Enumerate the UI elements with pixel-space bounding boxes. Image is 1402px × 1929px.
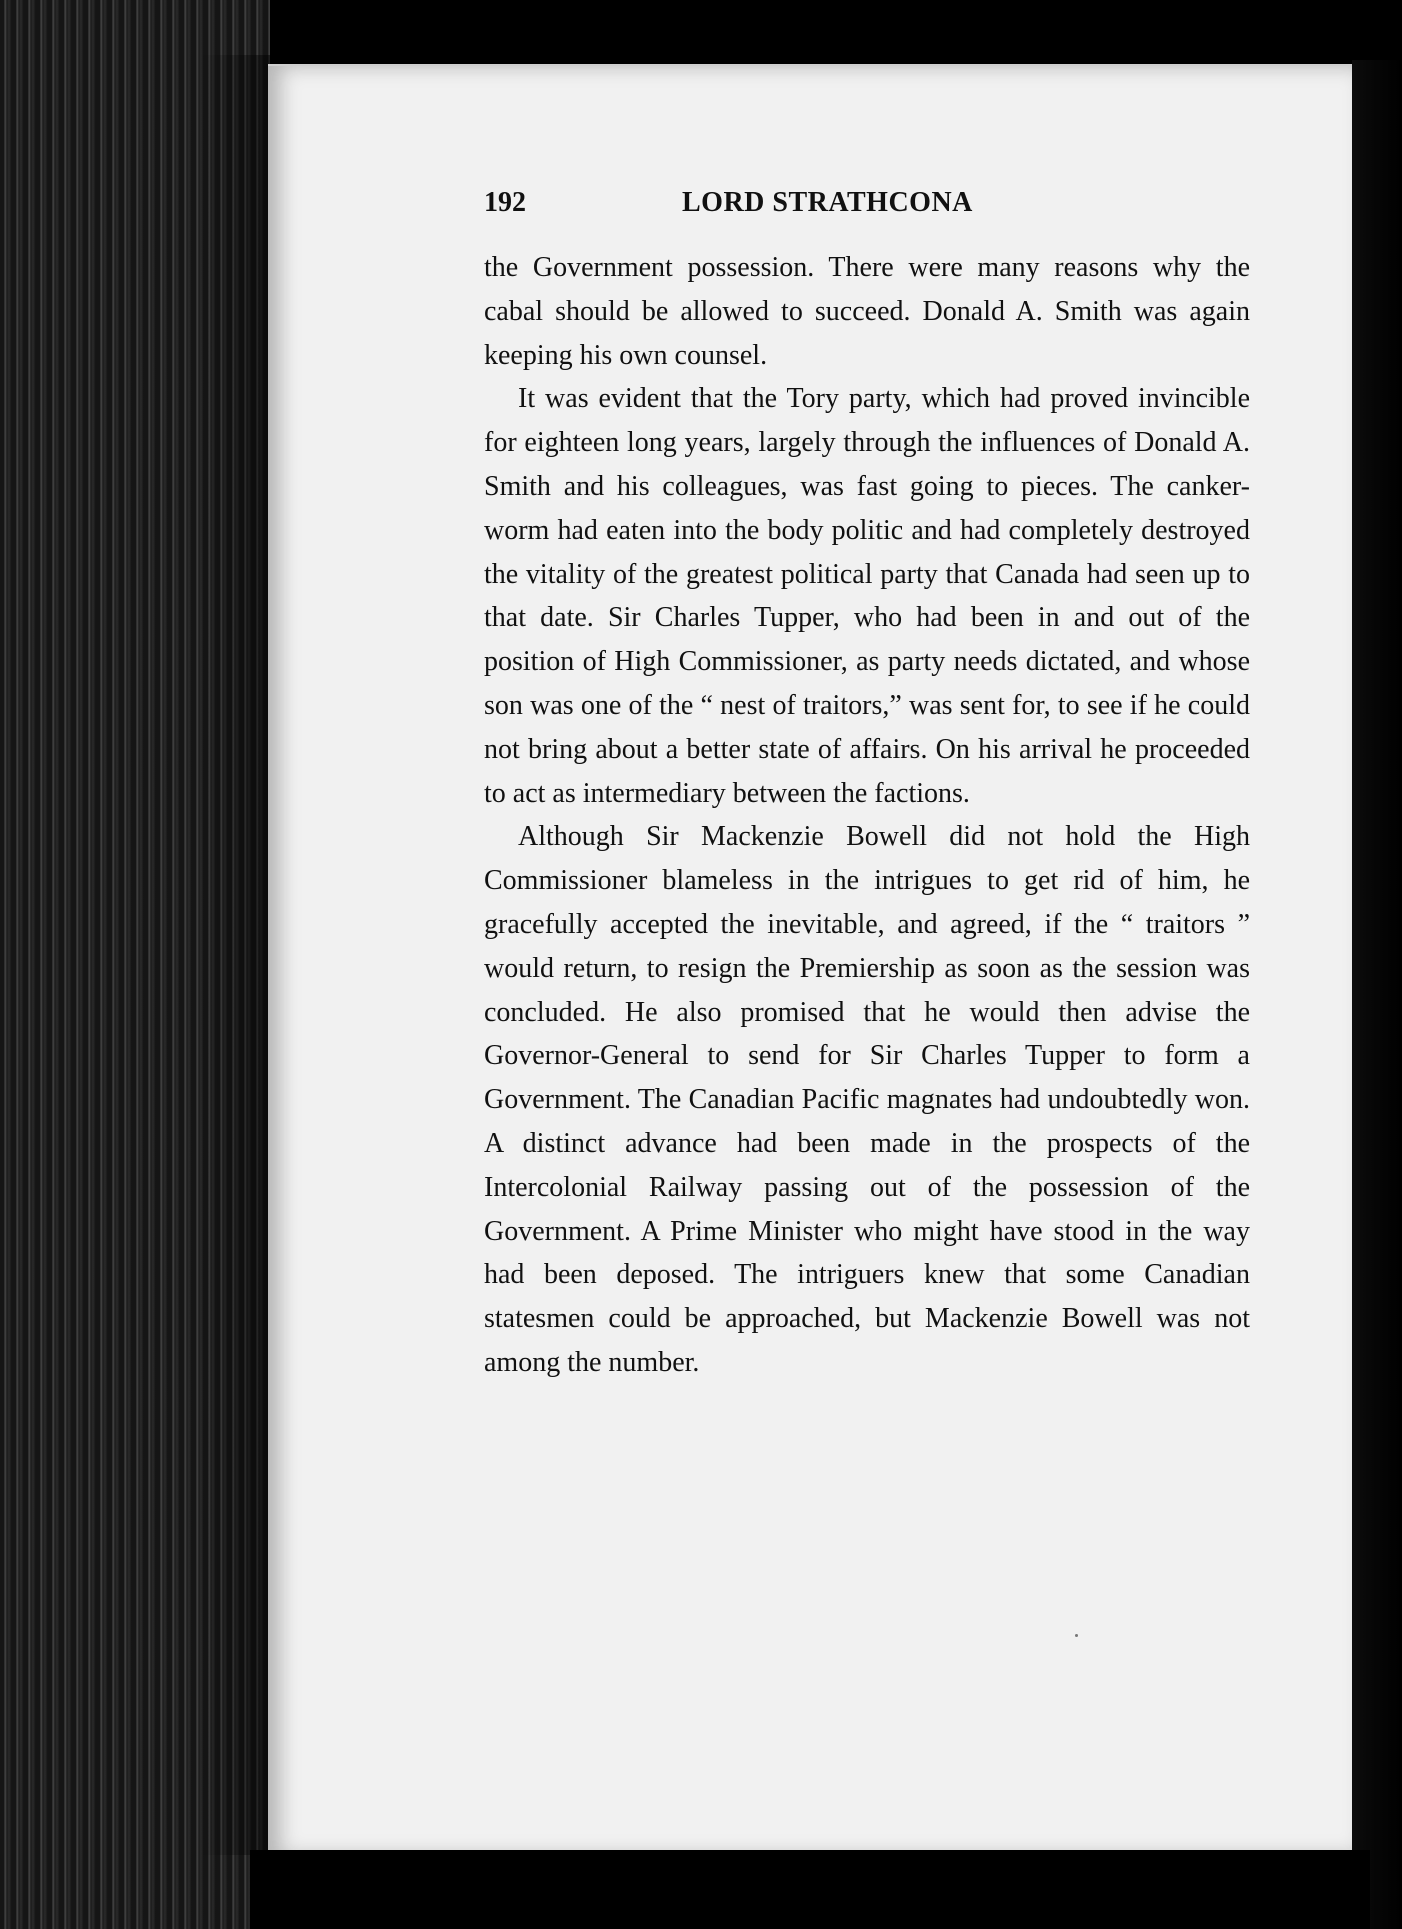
page-number: 192 bbox=[484, 187, 526, 218]
paragraph-3: Although Sir Mackenzie Bowell did not hold the High Commissioner blameless in the intrigues to get rid of him, he gracefully accepted the inevitable, and agreed, if the “ traitors ” would return, to resign the Premiership as soon as the session was concluded. He also promised that he would then advise the Governor-General to send for Sir Charles Tupper to form a Government. The Canadian Pacific magnates had undoubtedly won. A distinct advance had been made in the prospects of the Intercolonial Railway passing out of the possession of the Government. A Prime Minister who might have stood in the way had been deposed. The intriguers knew that some Canadian statesmen could be approached, but Mackenzie Bowell was not among the number. bbox=[484, 821, 1250, 1378]
print-speck bbox=[1075, 1634, 1078, 1637]
gutter-shadow bbox=[200, 55, 270, 1855]
page-header bbox=[484, 183, 1054, 223]
paragraph-2: It was evident that the Tory party, which had proved invincible for eighteen long years, largely through the influences of Donald A. Smith and his colleagues, was fast going to pieces. The canker-worm had eaten into the body politic and had completely destroyed the vitality of the greatest political party that Canada had seen up to that date. Sir Charles Tupper, who had been in and out of the position of High Commissioner, as party needs dictated, and whose son was one of the “ nest of traitors,” was sent for, to see if he could not bring about a better state of affairs. On his arrival he proceeded to act as intermediary between the factions. bbox=[484, 383, 1250, 809]
bottom-shadow bbox=[250, 1850, 1370, 1929]
right-book-edge bbox=[1352, 60, 1402, 1929]
running-title: LORD STRATHCONA bbox=[682, 187, 973, 218]
paragraph-1: the Government possession. There were many reasons why the cabal should be allowed to succeed. Donald A. Smith was again keeping his own counsel. bbox=[484, 252, 1250, 371]
body-text bbox=[484, 246, 1250, 1385]
